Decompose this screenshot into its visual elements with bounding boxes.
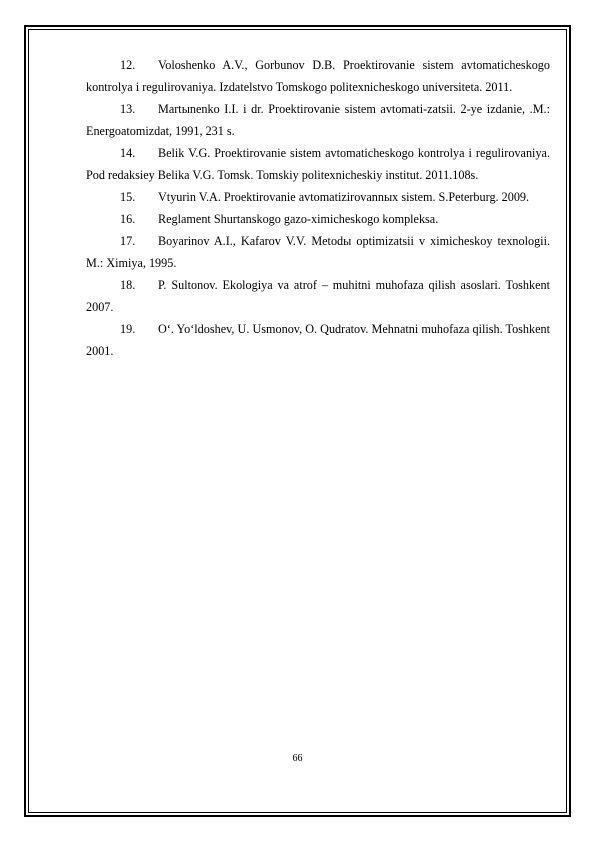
reference-number: 16. [120,212,136,226]
reference-list [86,54,550,362]
reference-text: Martыnenko I.I. i dr. Proektirovanie sistem avtomati-zatsii. 2-ye izdanie, .M.: Energoatomizdat, 1991, 231 s. [86,102,550,138]
reference-number: 18. [120,278,136,292]
reference-text: Belik V.G. Proektirovanie sistem avtomaticheskogo kontrolya i regulirovaniya. Pod redaksiey Belika V.G. Tomsk. Tomskiy politexnicheskiy institut. 2011.108s. [86,146,550,182]
reference-number: 19. [120,322,136,336]
page-number: 66 [292,753,303,764]
reference-item [86,98,550,142]
reference-number: 15. [120,190,136,204]
reference-item [86,54,550,98]
reference-text: P. Sultonov. Ekologiya va atrof – muhitni muhofaza qilish asoslari. Toshkent 2007. [86,278,550,314]
reference-number: 14. [120,146,136,160]
reference-number: 12. [120,58,136,72]
reference-text: Vtyurin V.A. Proektirovanie avtomatizirovannыx sistem. S.Peterburg. 2009. [158,190,530,204]
reference-text: O‘. Yo‘ldoshev, U. Usmonov, O. Qudratov. Mehnatni muhofaza qilish. Toshkent 2001. [86,322,550,358]
reference-number: 13. [120,102,136,116]
reference-text: Boyarinov A.I., Kafarov V.V. Metodы optimizatsii v ximicheskoy texnologii. M.: Ximiya, 1995. [86,234,550,270]
reference-item [86,142,550,186]
reference-item [86,318,550,362]
reference-text: Voloshenko A.V., Gorbunov D.B. Proektirovanie sistem avtomaticheskogo kontrolya i regulirovaniya. Izdatelstvo Tomskogo politexnicheskogo universiteta. 2011. [86,58,550,94]
reference-item [86,208,550,230]
reference-number: 17. [120,234,136,248]
reference-item [86,230,550,274]
reference-text: Reglament Shurtanskogo gazo-ximicheskogo kompleksa. [158,212,439,226]
reference-item [86,274,550,318]
reference-item [86,186,550,208]
